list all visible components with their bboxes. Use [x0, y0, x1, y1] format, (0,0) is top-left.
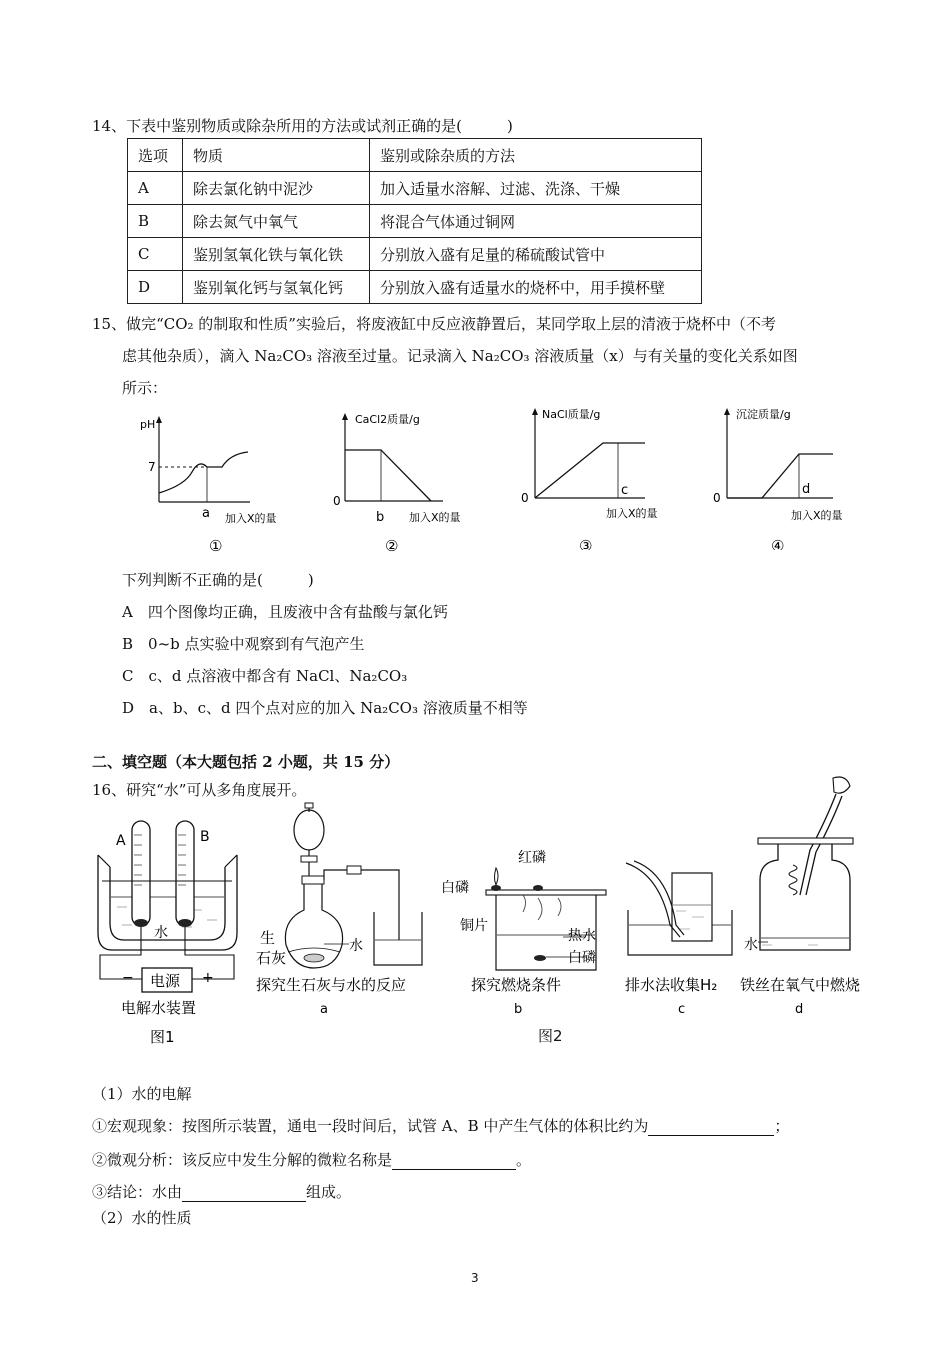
figure-electrolysis [92, 815, 252, 1050]
table-row [128, 271, 702, 304]
figure-caption: 铁丝在氧气中燃烧 [740, 976, 861, 994]
figure-letter: d [795, 1002, 804, 1017]
part1-item-b-text: ②微观分析：该反应中发生分解的微粒名称是 [92, 1151, 393, 1169]
label-water: 水 [154, 925, 168, 941]
table-header-cell: 选项 [128, 139, 183, 172]
graph-precipitate [705, 400, 875, 550]
graph-number: ④ [771, 537, 785, 550]
answer-blank[interactable] [392, 1153, 516, 1170]
part1-item-b [92, 1150, 531, 1170]
label-hot-water: 热水 [568, 928, 596, 944]
answer-blank[interactable] [648, 1119, 774, 1136]
graph-point-label: a [202, 506, 210, 521]
label-water: 水 [349, 938, 363, 954]
table-cell: 分别放入盛有足量的稀硫酸试管中 [370, 238, 702, 271]
figure2-number: 图2 [538, 1027, 563, 1045]
table-cell: 将混合气体通过铜网 [370, 205, 702, 238]
label-sheng: 生 [260, 929, 276, 947]
page-number: 3 [471, 1271, 479, 1285]
graph-number: ③ [579, 537, 593, 550]
q15-option-a: A 四个图像均正确，且废液中含有盐酸与氯化钙 [122, 603, 448, 621]
figure-2a-quicklime [254, 800, 434, 1020]
figure-caption: 电解水装置 [121, 999, 197, 1017]
q14-table [127, 138, 702, 304]
label-tube-b: B [200, 829, 210, 845]
graph-xlabel: 加入X的量 [409, 511, 461, 524]
part2-title: （2）水的性质 [92, 1209, 192, 1227]
q15-option-b: B 0~b 点实验中观察到有气泡产生 [122, 635, 365, 653]
label-red-phosphorus: 红磷 [518, 850, 546, 866]
graph-xlabel: 加入X的量 [606, 507, 658, 520]
part1-title: （1）水的电解 [92, 1085, 192, 1103]
table-cell: D [128, 271, 183, 304]
label-white-phosphorus-top: 白磷 [441, 880, 469, 896]
figure-caption: 探究燃烧条件 [471, 976, 562, 994]
table-cell: 除去氯化钠中泥沙 [183, 172, 370, 205]
part1-item-a-text: ①宏观现象：按图所示装置，通电一段时间后，试管 A、B 中产生气体的体积比约为 [92, 1117, 649, 1135]
figure-2c-collect-h2 [620, 855, 740, 1020]
graph-ylabel: pH [140, 418, 156, 431]
graph-number: ① [209, 537, 223, 555]
figure-2b-combustion [438, 840, 618, 1020]
part1-item-a [92, 1116, 789, 1136]
graph-point-label: d [802, 482, 811, 497]
label-power: 电源 [150, 972, 181, 990]
table-cell: 除去氮气中氧气 [183, 205, 370, 238]
figure-letter: a [320, 1002, 328, 1017]
label-tube-a: A [116, 833, 126, 849]
q15-question: 下列判断不正确的是( ) [122, 571, 314, 589]
label-plus: + [202, 970, 214, 986]
q15-line3: 所示： [122, 379, 168, 397]
graph-point-label: c [621, 483, 629, 498]
label-copper: 铜片 [460, 918, 488, 934]
table-cell: 分别放入盛有适量水的烧杯中，用手摸杯壁 [370, 271, 702, 304]
graph-ph [130, 410, 300, 560]
table-header-cell: 鉴别或除杂质的方法 [370, 139, 702, 172]
table-cell: 鉴别氢氧化铁与氧化铁 [183, 238, 370, 271]
part1-item-c-text: ③结论：水由 [92, 1183, 183, 1201]
graph-xlabel: 加入X的量 [791, 509, 843, 522]
graph-ylabel: NaCl质量/g [542, 408, 601, 421]
table-cell: 加入适量水溶解、过滤、洗涤、干燥 [370, 172, 702, 205]
table-cell: B [128, 205, 183, 238]
table-row [128, 172, 702, 205]
q14-stem: 14、下表中鉴别物质或除杂所用的方法或试剂正确的是( ) [92, 117, 513, 135]
graph-nacl [515, 400, 685, 550]
part1-item-c [92, 1182, 351, 1202]
q15-line2: 虑其他杂质），滴入 Na₂CO₃ 溶液至过量。记录滴入 Na₂CO₃ 溶液质量（x）与有关量的变化关系如图 [122, 347, 798, 365]
graph-ylabel: 沉淀质量/g [736, 408, 791, 421]
table-header-row [128, 139, 702, 172]
table-row [128, 205, 702, 238]
graph-xlabel: 加入X的量 [225, 512, 277, 525]
figure-letter: b [514, 1002, 523, 1017]
graph-ylabel: CaCl2质量/g [355, 413, 420, 426]
table-cell: 鉴别氧化钙与氢氧化钙 [183, 271, 370, 304]
figure-number: 图1 [150, 1028, 175, 1046]
q15-option-c: C c、d 点溶液中都含有 NaCl、Na₂CO₃ [122, 667, 408, 685]
figure-caption: 探究生石灰与水的反应 [256, 976, 407, 994]
graph-cacl2 [325, 405, 495, 555]
section-heading: 二、填空题（本大题包括 2 小题，共 15 分） [92, 753, 400, 771]
graph-origin: 0 [333, 494, 341, 508]
q15-option-d: D a、b、c、d 四个点对应的加入 Na₂CO₃ 溶液质量不相等 [122, 699, 528, 717]
table-cell: C [128, 238, 183, 271]
part1-item-a-end: ； [774, 1117, 790, 1135]
graph-origin: 0 [521, 491, 529, 505]
table-cell: A [128, 172, 183, 205]
graph-origin: 0 [713, 491, 721, 505]
table-row [128, 238, 702, 271]
q16-stem: 16、研究“水”可从多角度展开。 [92, 781, 307, 799]
figure-caption: 排水法收集H₂ [625, 976, 718, 994]
graph-number: ② [385, 537, 399, 555]
figure-2d-iron-burning [738, 770, 888, 1020]
label-lime: 石灰 [256, 949, 287, 967]
figure-letter: c [678, 1002, 686, 1017]
answer-blank[interactable] [182, 1185, 306, 1202]
table-header-cell: 物质 [183, 139, 370, 172]
label-water: 水 [744, 937, 758, 953]
graph-point-label: b [376, 510, 385, 525]
q15-line1: 15、做完“CO₂ 的制取和性质”实验后，将废液缸中反应液静置后，某同学取上层的清液于烧杯中（不考 [92, 315, 776, 333]
label-minus: − [122, 970, 134, 986]
part1-item-c-end: 组成。 [306, 1183, 352, 1201]
label-white-phosphorus-bottom: 白磷 [568, 950, 596, 966]
part1-item-b-end: 。 [516, 1151, 532, 1169]
graph-tick: 7 [148, 460, 156, 474]
